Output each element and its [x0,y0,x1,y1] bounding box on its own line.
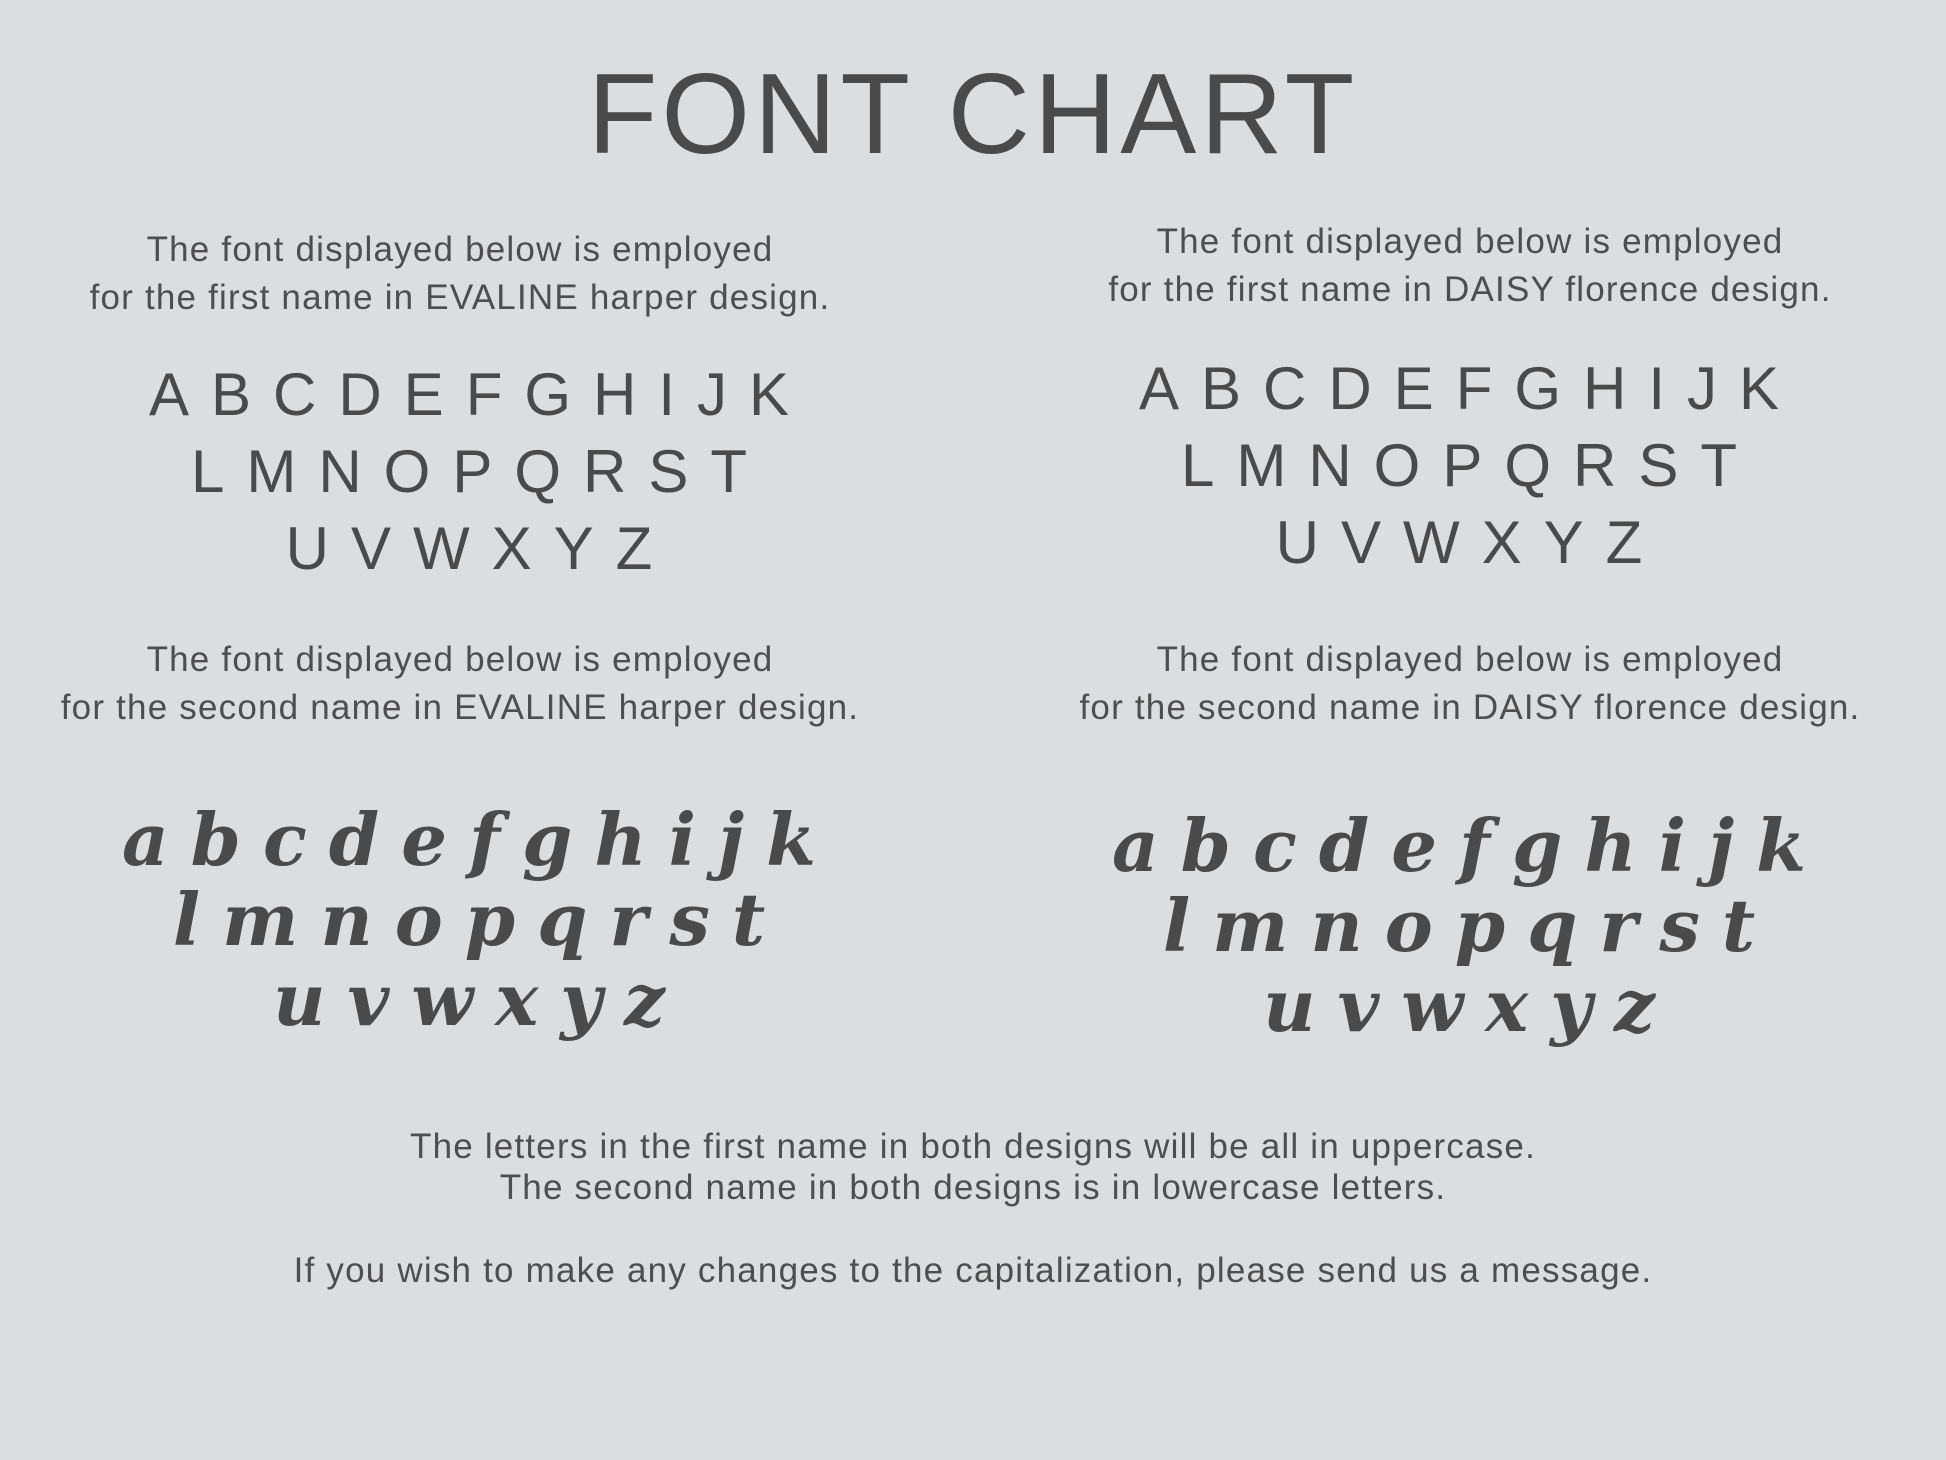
note-line: If you wish to make any changes to the capitalization, please send us a message. [293,1251,1653,1290]
alphabet-row: uvwxyz [1263,963,1677,1048]
alphabet-row: LMNOPQRST [190,438,770,505]
caption-evaline-first-name [40,226,880,322]
note-line: The letters in the first name in both designs will be all in uppercase. [409,1127,1537,1166]
caption-line: The font displayed below is employed [146,230,774,269]
alphabet-row: abcdefghijk [122,797,838,882]
alphabet-row: ABCDEFGHIJK [148,361,812,428]
uppercase-alphabet-daisy [1090,350,1850,581]
caption-line: for the second name in DAISY florence design. [1079,688,1861,727]
capitalization-note [0,1126,1946,1208]
alphabet-row: lmnopqrst [172,877,788,962]
script-alphabet-evaline [100,797,860,1042]
contact-note [0,1250,1946,1291]
caption-line: The font displayed below is employed [1156,222,1784,261]
caption-line: for the first name in EVALINE harper design. [89,278,831,317]
alphabet-row: UVWXYZ [1275,509,1665,576]
caption-line: for the first name in DAISY florence design. [1108,270,1832,309]
caption-line: The font displayed below is employed [146,640,774,679]
caption-line: The font displayed below is employed [1156,640,1784,679]
alphabet-row: lmnopqrst [1162,883,1778,968]
caption-daisy-second-name [1030,636,1910,732]
alphabet-row: LMNOPQRST [1180,432,1760,499]
caption-daisy-first-name [1050,218,1890,314]
note-line: The second name in both designs is in lowercase letters. [499,1168,1447,1207]
alphabet-row: abcdefghijk [1112,803,1828,888]
caption-line: for the second name in EVALINE harper design. [60,688,860,727]
alphabet-row: ABCDEFGHIJK [1138,355,1802,422]
caption-evaline-second-name [30,636,890,732]
page-title: FONT CHART [587,51,1359,178]
script-alphabet-daisy [1080,803,1860,1048]
alphabet-row: uvwxyz [273,957,687,1042]
alphabet-row: UVWXYZ [285,515,675,582]
uppercase-alphabet-evaline [100,356,860,587]
